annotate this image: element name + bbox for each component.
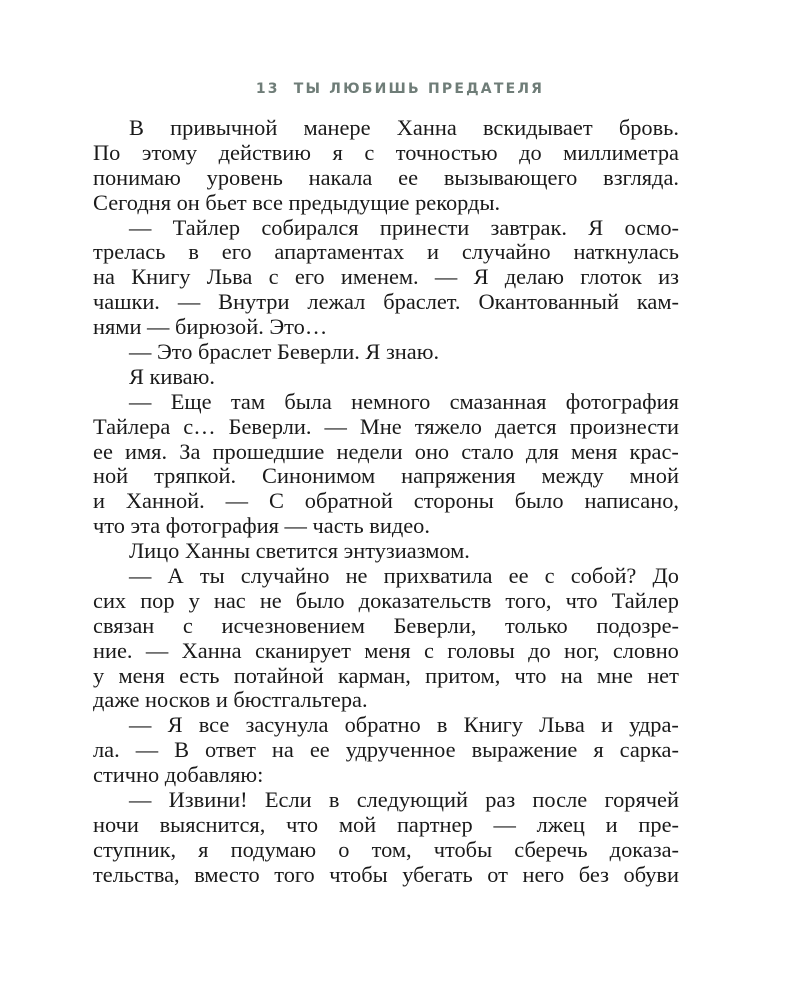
text-line: сих пор у нас не было доказательств того, что Тайлер	[93, 587, 679, 613]
text-line: — А ты случайно не прихватила ее с собой? До	[129, 563, 679, 589]
text-line: тельства, вместо того чтобы убегать от него без обуви	[93, 861, 679, 887]
text-line: понимаю уровень накала ее вызывающего взгляда.	[93, 164, 679, 190]
text-line: ступник, я подумаю о том, чтобы сберечь доказа-	[93, 836, 679, 862]
chapter-number: 13	[255, 81, 280, 97]
text-line: — Это браслет Беверли. Я знаю.	[129, 339, 440, 365]
text-line: В привычной манере Ханна вскидывает бровь.	[129, 115, 679, 140]
text-line: у меня есть потайной карман, притом, что на мне нет	[93, 662, 679, 688]
text-line: ночи выяснится, что мой партнер — лжец и пре-	[93, 811, 679, 837]
text-line: что эта фотография — часть видео.	[93, 513, 430, 539]
text-line: связан с исчезновением Беверли, только подозре-	[93, 612, 679, 638]
text-line: трелась в его апартаментах и случайно наткнулась	[93, 239, 679, 265]
text-line: — Извини! Если в следующий раз после горячей	[129, 787, 679, 813]
text-line: даже носков и бюстгальтера.	[93, 687, 368, 713]
body-text	[93, 116, 679, 888]
text-line: Я киваю.	[129, 363, 215, 389]
text-line: ла. — В ответ на ее удрученное выражение я сарка-	[93, 737, 679, 763]
text-line: ной тряпкой. Синонимом напряжения между мной	[93, 463, 679, 489]
text-line: на Книгу Льва с его именем. — Я делаю глоток из	[93, 264, 679, 290]
text-line: нями — бирюзой. Это…	[93, 314, 328, 340]
text-line: Сегодня он бьет все предыдущие рекорды.	[93, 189, 501, 215]
text-line: ее имя. За прошедшие недели оно стало для меня крас-	[93, 438, 679, 464]
chapter-title: ТЫ ЛЮБИШЬ ПРЕДАТЕЛЯ	[293, 81, 545, 97]
text-line: Тайлера с… Беверли. — Мне тяжело дается произнести	[93, 413, 679, 439]
text-line: — Тайлер собирался принести завтрак. Я осмо-	[129, 214, 679, 240]
text-line: и Ханной. — С обратной стороны было написано,	[93, 488, 679, 514]
text-line: — Я все засунула обратно в Книгу Льва и удра-	[129, 712, 679, 738]
text-line: — Еще там была немного смазанная фотография	[129, 388, 679, 414]
text-line: Лицо Ханны светится энтузиазмом.	[129, 538, 470, 564]
text-line: чашки. — Внутри лежал браслет. Окантованный кам-	[93, 289, 679, 315]
running-header	[0, 81, 800, 97]
text-line: стично добавляю:	[93, 762, 264, 788]
text-line: ние. — Ханна сканирует меня с головы до ног, словно	[93, 637, 679, 663]
text-line: По этому действию я с точностью до миллиметра	[93, 139, 679, 165]
